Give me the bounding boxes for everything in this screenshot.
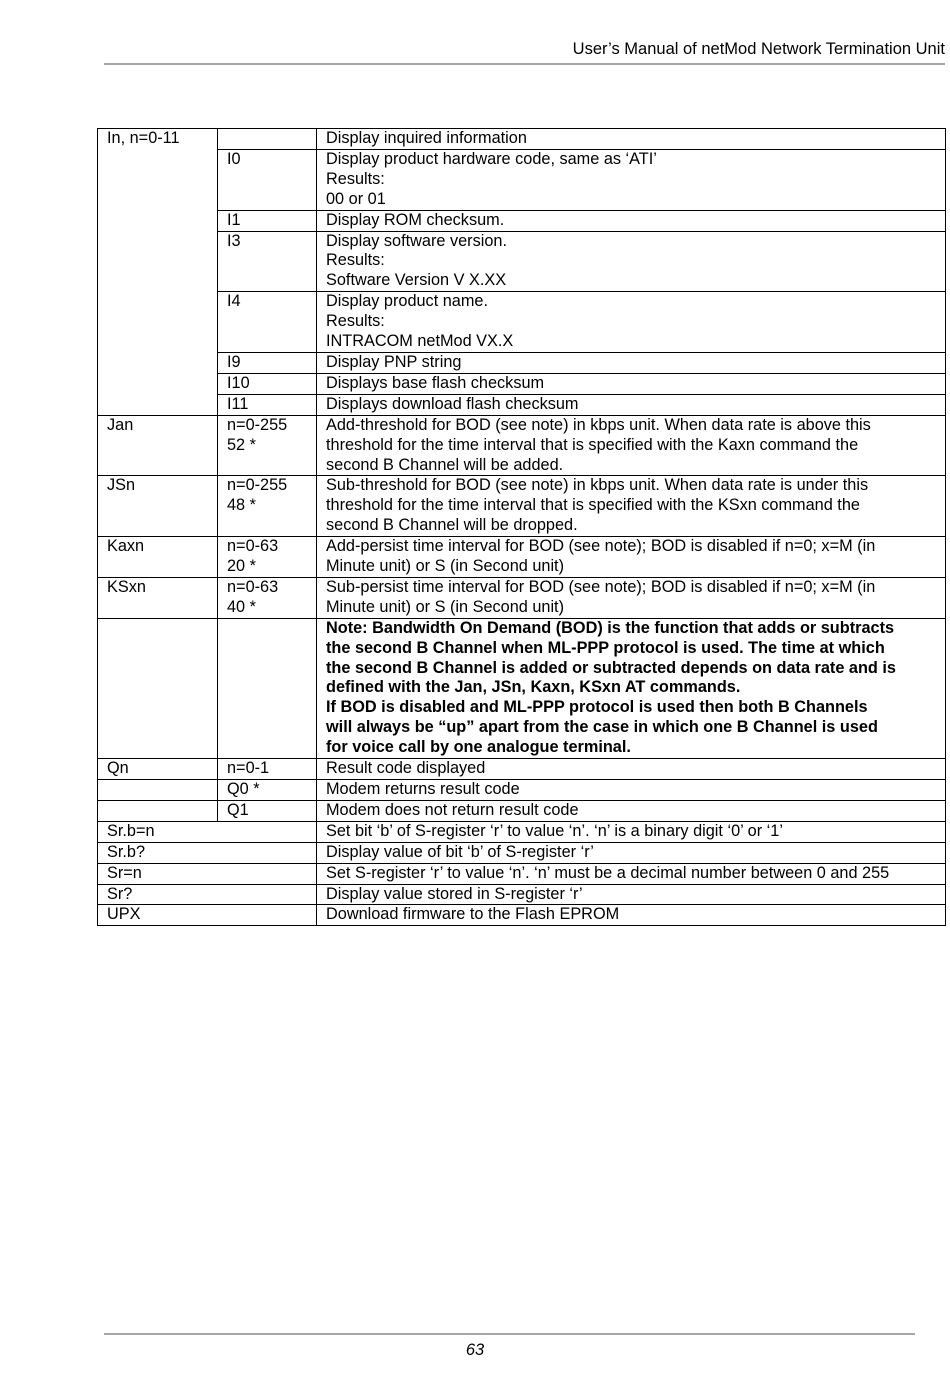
description-cell: Display value of bit ‘b’ of S-register ‘r’ xyxy=(317,842,946,863)
note-line: the second B Channel when ML-PPP protocol is used. The time at which xyxy=(326,638,885,657)
page-number: 63 xyxy=(465,1341,485,1359)
description-cell: Displays download flash checksum xyxy=(317,394,946,415)
parameter-cell xyxy=(218,618,317,758)
at-command-table xyxy=(97,128,946,926)
parameter-cell: Q0 * xyxy=(218,780,317,801)
parameter-line: n=0-63 xyxy=(227,577,279,596)
description-cell xyxy=(317,231,946,292)
table-row xyxy=(98,537,946,578)
description-line: Display product name. xyxy=(326,292,488,311)
description-line: threshold for the time interval that is specified with the KSxn command the xyxy=(326,496,860,515)
description-cell: Displays base flash checksum xyxy=(317,373,946,394)
parameter-cell: I0 xyxy=(218,149,317,210)
description-cell: Display PNP string xyxy=(317,352,946,373)
parameter-line: n=0-255 xyxy=(227,415,288,434)
table-row xyxy=(98,373,946,394)
table-row xyxy=(98,780,946,801)
description-cell xyxy=(317,149,946,210)
description-cell: Download firmware to the Flash EPROM xyxy=(317,905,946,926)
parameter-cell: I1 xyxy=(218,210,317,231)
command-cell xyxy=(98,373,218,394)
description-line: Display software version. xyxy=(326,231,507,250)
command-cell: Kaxn xyxy=(98,537,218,578)
table-row xyxy=(98,821,946,842)
command-cell: Qn xyxy=(98,759,218,780)
note-line: the second B Channel is added or subtracted depends on data rate and is xyxy=(326,658,896,677)
description-line: Minute unit) or S (in Second unit) xyxy=(326,557,565,576)
command-cell xyxy=(98,394,218,415)
table-row xyxy=(98,884,946,905)
page-header: User’s Manual of netMod Network Termination Unit xyxy=(104,38,945,65)
description-cell: Set S-register ‘r’ to value ‘n’. ‘n’ must be a decimal number between 0 and 255 xyxy=(317,863,946,884)
table-row xyxy=(98,292,946,353)
command-cell: UPX xyxy=(98,905,317,926)
description-line: Results: xyxy=(326,169,385,188)
description-line: Sub-persist time interval for BOD (see note); BOD is disabled if n=0; x=M (in xyxy=(326,577,876,596)
description-cell: Modem returns result code xyxy=(317,780,946,801)
parameter-cell xyxy=(218,577,317,618)
command-cell: Sr? xyxy=(98,884,317,905)
description-cell: Modem does not return result code xyxy=(317,800,946,821)
command-cell xyxy=(98,352,218,373)
description-cell: Set bit ‘b’ of S-register ‘r’ to value ‘n’. ‘n’ is a binary digit ‘0’ or ‘1’ xyxy=(317,821,946,842)
parameter-line: 20 * xyxy=(227,557,256,576)
command-cell: Sr.b? xyxy=(98,842,317,863)
description-line: Results: xyxy=(326,251,385,270)
command-cell: Jan xyxy=(98,415,218,476)
description-line: INTRACOM netMod VX.X xyxy=(326,332,514,351)
description-cell xyxy=(317,577,946,618)
description-line: Add-threshold for BOD (see note) in kbps unit. When data rate is above this xyxy=(326,415,871,434)
parameter-line: n=0-63 xyxy=(227,537,279,556)
parameter-line: 48 * xyxy=(227,496,256,515)
description-line: Sub-threshold for BOD (see note) in kbps unit. When data rate is under this xyxy=(326,476,869,495)
table-row xyxy=(98,618,946,758)
command-cell: In, n=0-11 xyxy=(98,129,218,150)
parameter-line: n=0-255 xyxy=(227,476,288,495)
description-cell: Display value stored in S-register ‘r’ xyxy=(317,884,946,905)
note-line: If BOD is disabled and ML-PPP protocol is used then both B Channels xyxy=(326,698,868,717)
command-cell xyxy=(98,800,218,821)
table-row xyxy=(98,476,946,537)
description-line: 00 or 01 xyxy=(326,189,386,208)
table-row xyxy=(98,842,946,863)
description-line: Results: xyxy=(326,312,385,331)
table-row xyxy=(98,352,946,373)
table-row xyxy=(98,129,946,150)
parameter-cell: I3 xyxy=(218,231,317,292)
parameter-cell: n=0-1 xyxy=(218,759,317,780)
parameter-cell xyxy=(218,476,317,537)
command-cell xyxy=(98,210,218,231)
parameter-cell xyxy=(218,415,317,476)
description-line: second B Channel will be dropped. xyxy=(326,516,578,535)
parameter-cell: I9 xyxy=(218,352,317,373)
command-cell xyxy=(98,292,218,353)
table-row xyxy=(98,210,946,231)
command-cell: JSn xyxy=(98,476,218,537)
parameter-cell: I10 xyxy=(218,373,317,394)
parameter-cell: I11 xyxy=(218,394,317,415)
description-line: threshold for the time interval that is specified with the Kaxn command the xyxy=(326,435,859,454)
command-cell xyxy=(98,149,218,210)
command-cell: Sr.b=n xyxy=(98,821,317,842)
description-cell: Result code displayed xyxy=(317,759,946,780)
description-line: Minute unit) or S (in Second unit) xyxy=(326,597,565,616)
description-line: second B Channel will be added. xyxy=(326,455,564,474)
description-cell xyxy=(317,537,946,578)
command-cell xyxy=(98,231,218,292)
footer-divider xyxy=(104,1333,915,1335)
parameter-cell xyxy=(218,537,317,578)
table-row xyxy=(98,149,946,210)
description-line: Display product hardware code, same as ‘ATI’ xyxy=(326,149,657,168)
note-line: defined with the Jan, JSn, Kaxn, KSxn AT commands. xyxy=(326,678,741,697)
command-cell xyxy=(98,618,218,758)
command-cell xyxy=(98,780,218,801)
description-cell: Display inquired information xyxy=(317,129,946,150)
table-row xyxy=(98,905,946,926)
description-cell xyxy=(317,415,946,476)
parameter-cell: Q1 xyxy=(218,800,317,821)
command-cell: KSxn xyxy=(98,577,218,618)
note-line: Note: Bandwidth On Demand (BOD) is the function that adds or subtracts xyxy=(326,618,895,637)
parameter-cell: I4 xyxy=(218,292,317,353)
table-row xyxy=(98,415,946,476)
note-line: will always be “up” apart from the case in which one B Channel is used xyxy=(326,718,878,737)
description-cell: Display ROM checksum. xyxy=(317,210,946,231)
note-line: for voice call by one analogue terminal. xyxy=(326,738,631,757)
description-line: Add-persist time interval for BOD (see note); BOD is disabled if n=0; x=M (in xyxy=(326,537,876,556)
table-row xyxy=(98,231,946,292)
table-row xyxy=(98,863,946,884)
parameter-line: 40 * xyxy=(227,597,256,616)
description-cell xyxy=(317,476,946,537)
description-line: Software Version V X.XX xyxy=(326,271,507,290)
table-row xyxy=(98,759,946,780)
parameter-cell xyxy=(218,129,317,150)
bod-note-cell xyxy=(317,618,946,758)
table-row xyxy=(98,394,946,415)
description-cell xyxy=(317,292,946,353)
table-row xyxy=(98,800,946,821)
command-cell: Sr=n xyxy=(98,863,317,884)
table-row xyxy=(98,577,946,618)
parameter-line: 52 * xyxy=(227,435,256,454)
